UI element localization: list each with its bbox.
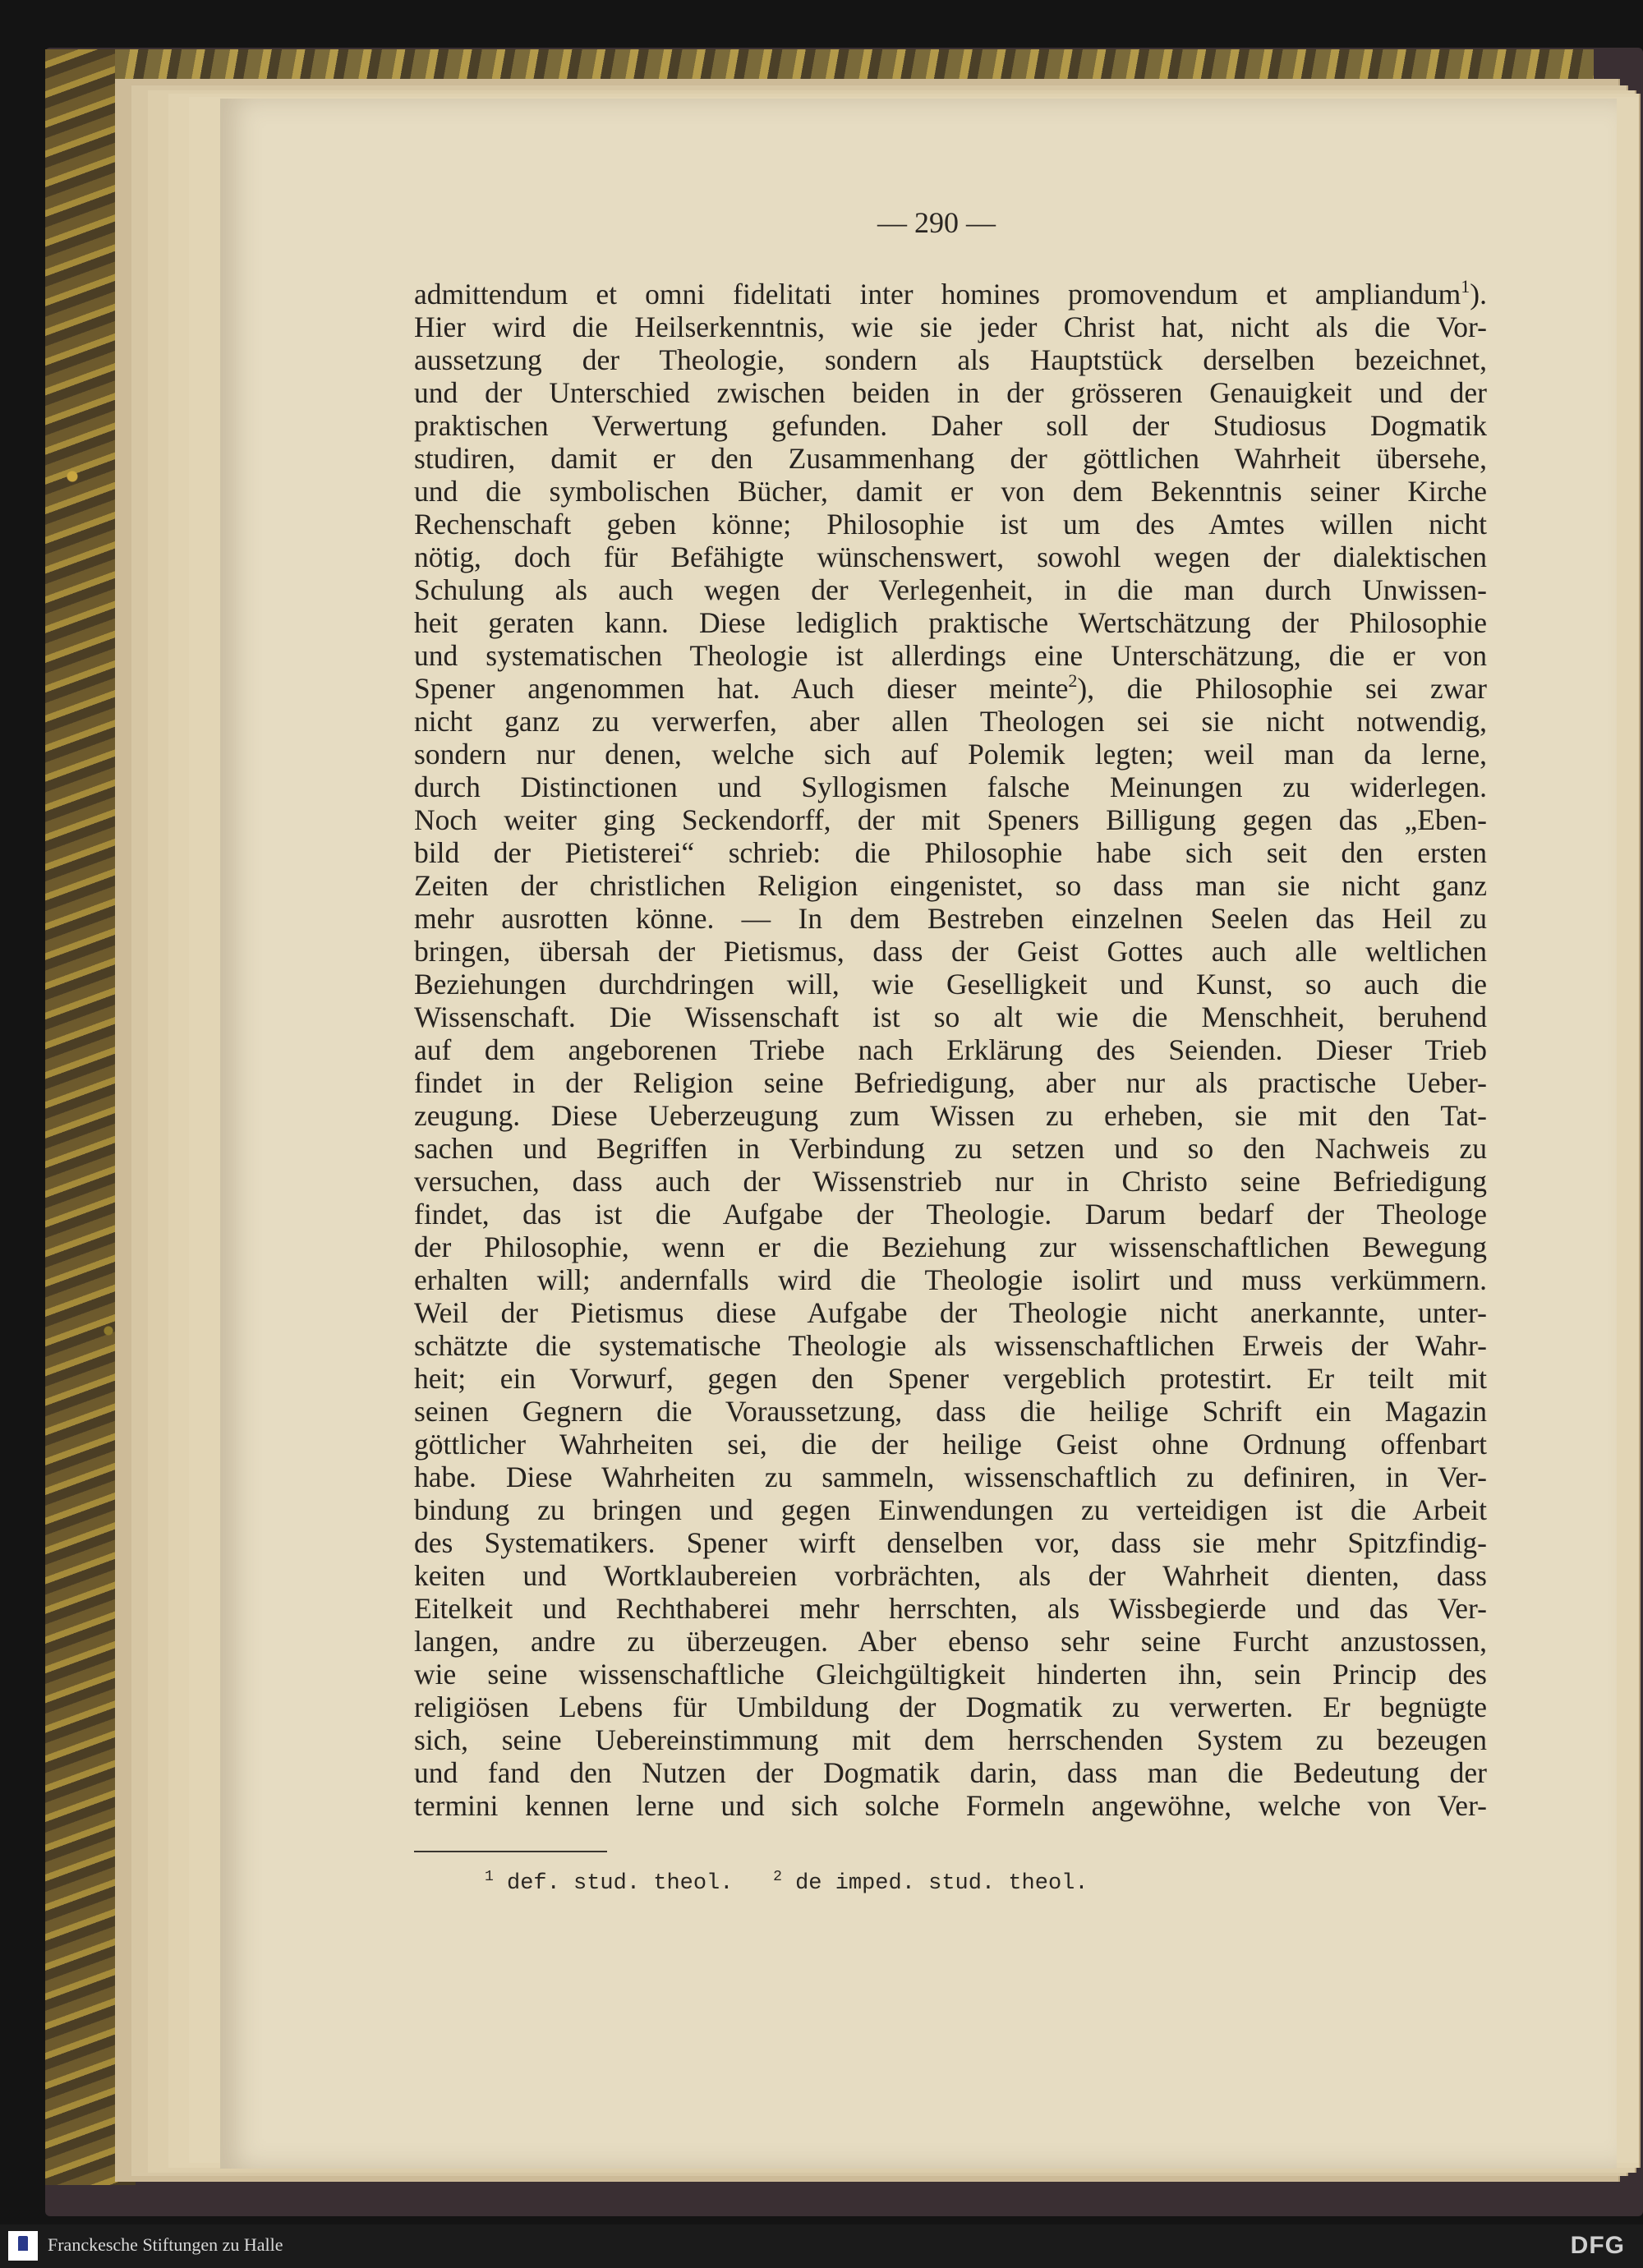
text-line: sondern nur denen, welche sich auf Polemik legten; weil man da lerne,: [414, 738, 1487, 771]
franckesche-stiftungen-logo-icon: [8, 2231, 38, 2261]
text-line: habe. Diese Wahrheiten zu sammeln, wissenschaftlich zu definiren, in Ver-: [414, 1461, 1487, 1493]
text-line: heit; ein Vorwurf, gegen den Spener vergeblich protestirt. Er teilt mit: [414, 1362, 1487, 1395]
text-line: sich, seine Uebereinstimmung mit dem herrschenden System zu bezeugen: [414, 1723, 1487, 1756]
text-line: durch Distinctionen und Syllogismen falsche Meinungen zu widerlegen.: [414, 771, 1487, 803]
footnote-rule: [414, 1851, 607, 1852]
text-line: schätzte die systematische Theologie als wissenschaftlichen Erweis der Wahr-: [414, 1329, 1487, 1362]
text-line: und fand den Nutzen der Dogmatik darin, dass man die Bedeutung der: [414, 1756, 1487, 1789]
body-text: [414, 278, 1487, 1822]
text-line: mehr ausrotten könne. — In dem Bestreben einzelnen Seelen das Heil zu: [414, 902, 1487, 935]
text-line: zeugung. Diese Ueberzeugung zum Wissen zu erheben, sie mit den Tat-: [414, 1099, 1487, 1132]
text-line: admittendum et omni fidelitati inter homines promovendum et ampliandum$^1$).: [414, 278, 1487, 311]
text-line: Hier wird die Heilserkenntnis, wie sie jeder Christ hat, nicht als die Vor-: [414, 311, 1487, 343]
text-line: religiösen Lebens für Umbildung der Dogmatik zu verwerten. Er begnügte: [414, 1691, 1487, 1723]
text-line: Schulung als auch wegen der Verlegenheit, in die man durch Unwissen-: [414, 573, 1487, 606]
text-line: termini kennen lerne und sich solche Formeln angewöhne, welche von Ver-: [414, 1789, 1487, 1822]
text-line: findet in der Religion seine Befriedigung, aber nur als practische Ueber-: [414, 1066, 1487, 1099]
text-line: Weil der Pietismus diese Aufgabe der Theologie nicht anerkannte, unter-: [414, 1296, 1487, 1329]
text-line: und systematischen Theologie ist allerdings eine Unterschätzung, die er von: [414, 639, 1487, 672]
text-line: erhalten will; andernfalls wird die Theologie isolirt und muss verkümmern.: [414, 1263, 1487, 1296]
text-line: praktischen Verwertung gefunden. Daher soll der Studiosus Dogmatik: [414, 409, 1487, 442]
text-line: und der Unterschied zwischen beiden in der grösseren Genauigkeit und der: [414, 376, 1487, 409]
text-line: Beziehungen durchdringen will, wie Geselligkeit und Kunst, so auch die: [414, 968, 1487, 1001]
text-line: auf dem angeborenen Triebe nach Erklärung des Seienden. Dieser Trieb: [414, 1033, 1487, 1066]
text-line: nicht ganz zu verwerfen, aber allen Theologen sei sie nicht notwendig,: [414, 705, 1487, 738]
footnotes: [485, 1871, 1088, 1896]
page-number: — 290 —: [877, 206, 996, 239]
text-line: bild der Pietisterei“ schrieb: die Philosophie habe sich seit den ersten: [414, 836, 1487, 869]
footnote-1: $^1$ def. stud. theol.: [485, 1869, 734, 1896]
text-line: aussetzung der Theologie, sondern als Hauptstück derselben bezeichnet,: [414, 343, 1487, 376]
text-line: und die symbolischen Bücher, damit er von dem Bekenntnis seiner Kirche: [414, 475, 1487, 508]
text-line: des Systematikers. Spener wirft denselben vor, dass sie mehr Spitzfindig-: [414, 1526, 1487, 1559]
text-line: langen, andre zu überzeugen. Aber ebenso sehr seine Furcht anzustossen,: [414, 1625, 1487, 1658]
text-line: nötig, doch für Befähigte wünschenswert, sowohl wegen der dialektischen: [414, 541, 1487, 573]
text-line: heit geraten kann. Diese lediglich praktische Wertschätzung der Philosophie: [414, 606, 1487, 639]
text-line: sachen und Begriffen in Verbindung zu setzen und so den Nachweis zu: [414, 1132, 1487, 1165]
viewer-footer-bar: [0, 2224, 1643, 2268]
text-line: Wissenschaft. Die Wissenschaft ist so alt wie die Menschheit, beruhend: [414, 1001, 1487, 1033]
dfg-logo: DFG: [1570, 2232, 1625, 2259]
text-line: Rechenschaft geben könne; Philosophie ist um des Amtes willen nicht: [414, 508, 1487, 541]
library-name: Franckesche Stiftungen zu Halle: [48, 2234, 283, 2255]
text-line: bringen, übersah der Pietismus, dass der Geist Gottes auch alle weltlichen: [414, 935, 1487, 968]
text-line: göttlicher Wahrheiten sei, die der heilige Geist ohne Ordnung offenbart: [414, 1428, 1487, 1461]
text-line: studiren, damit er den Zusammenhang der göttlichen Wahrheit übersehe,: [414, 442, 1487, 475]
text-line: findet, das ist die Aufgabe der Theologie. Darum bedarf der Theologe: [414, 1198, 1487, 1231]
footnote-2: $^2$ de imped. stud. theol.: [773, 1869, 1088, 1896]
text-line: versuchen, dass auch der Wissenstrieb nur in Christo seine Befriedigung: [414, 1165, 1487, 1198]
text-line: keiten und Wortklaubereien vorbrächten, als der Wahrheit dienten, dass: [414, 1559, 1487, 1592]
text-line: wie seine wissenschaftliche Gleichgültigkeit hinderten ihn, sein Princip des: [414, 1658, 1487, 1691]
text-line: Zeiten der christlichen Religion eingenistet, so dass man sie nicht ganz: [414, 869, 1487, 902]
text-line: Noch weiter ging Seckendorff, der mit Speners Billigung gegen das „Eben-: [414, 803, 1487, 836]
text-line: Eitelkeit und Rechthaberei mehr herrschten, als Wissbegierde und das Ver-: [414, 1592, 1487, 1625]
text-line: Spener angenommen hat. Auch dieser meinte$^2$), die Philosophie sei zwar: [414, 672, 1487, 705]
text-line: seinen Gegnern die Voraussetzung, dass die heilige Schrift ein Magazin: [414, 1395, 1487, 1428]
text-line: der Philosophie, wenn er die Beziehung zur wissenschaftlichen Bewegung: [414, 1231, 1487, 1263]
text-line: bindung zu bringen und gegen Einwendungen zu verteidigen ist die Arbeit: [414, 1493, 1487, 1526]
